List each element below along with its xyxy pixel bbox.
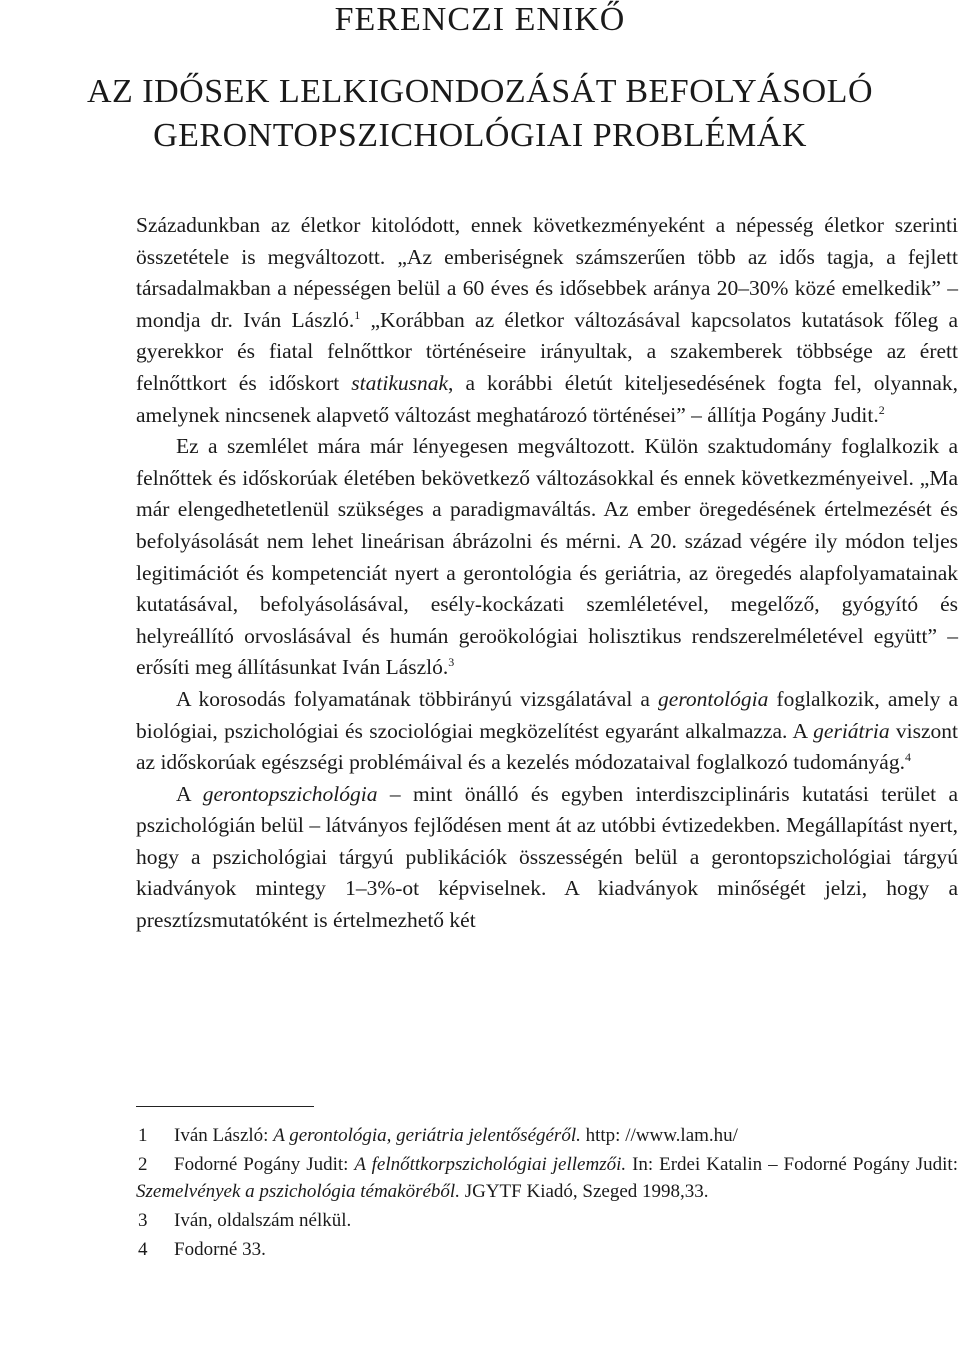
- footnote-ref-1: 1: [354, 307, 361, 322]
- footnote-4: 4 Fodorné 33.: [138, 1239, 266, 1260]
- paragraph-2: Ez a szemlélet mára már lényegesen megváltozott. Külön szaktudomány foglalkozik a felnőttek és időskorúak életében bekövetkező változásokkal és ennek következményeivel. „Ma már elengedhetetlenül szükséges a paradigmaváltás. Az ember öregedésének értelmezését és befolyásolását nem lehet lineárisan ábrázolni és mérni. A 20. század végére ily módon teljes legitimációt és kompetenciát nyert a gerontológia és geriátria, az öregedés alapfolyamatainak kutatásával, befolyásolásával, esély-kockázati szemléletével, megelőző, gyógyító és helyreállító orvoslásával és humán geroökológiai holisztikus rendszerelméletével együtt” – erősíti meg állításunkat Iván László.$^3$: [136, 434, 958, 680]
- footnote-divider: [136, 1106, 314, 1107]
- footnote-ref-4: 4: [904, 749, 911, 764]
- title-line-1: AZ IDŐSEK LELKIGONDOZÁSÁT BEFOLYÁSOLÓ: [86, 73, 874, 110]
- paragraph-3: A korosodás folyamatának többirányú vizsgálatával a gerontológia foglalkozik, amely a biológiai, pszichológiai és szociológiai megközelítést egyaránt alkalmazza. A geriátria viszont az időskorúak egészségi problémáival és a kezelés módozataival foglalkozó tudományág.$^4$: [136, 686, 959, 775]
- paragraph-4: A gerontopszichológia – mint önálló és egyben interdiszciplináris kutatási terület a pszichológián belül – látványos fejlődésen ment át az utóbbi évtizedekben. Megállapítást nyert, hogy a pszichológiai tárgyú publikációk összességén belül a gerontopszichológiai tárgyú kiadványok mintegy 1–3%-ot képviselnek. A kiadványok minőségét jelzi, hogy a presztízsmutatóként is értelmezhető két: [136, 781, 958, 933]
- article-title: [0, 70, 960, 158]
- title-line-2: GERONTOPSZICHOLÓGIAI PROBLÉMÁK: [153, 117, 807, 154]
- article-body: [136, 210, 958, 937]
- footnote-ref-3: 3: [448, 655, 455, 670]
- author-name: FERENCZI ENIKŐ: [334, 1, 626, 38]
- paragraph-1: Századunkban az életkor kitolódott, ennek következményeként a népesség életkor szerinti összetétele is megváltozott. „Az emberiségnek számszerűen több az idős tagja, a fejlett társadalmakban a népességen belül a 60 éves és idősebbek aránya 20–30% közé emelkedik” – mondja dr. Iván László.$^1$ „Korábban az életkor változásával kapcsolatos kutatások főleg a gyerekkor és fiatal felnőttkor történéseire irányultak, a szakemberek többsége az érett felnőttkort és időskort statikusnak, a korábbi életút kiteljesedésének fogta fel, olyannak, amelynek nincsenek alapvető változást meghatározó történései” – állítja Pogány Judit.$^2$: [136, 213, 958, 427]
- footnotes: [136, 1122, 958, 1265]
- footnote-3: 3 Iván, oldalszám nélkül.: [138, 1210, 352, 1231]
- footnote-1: 1 Iván László: A gerontológia, geriátria jelentőségéről. http: //www.lam.hu/: [138, 1125, 738, 1146]
- footnote-ref-2: 2: [878, 402, 885, 417]
- footnote-2: 2 Fodorné Pogány Judit: A felnőttkorpszichológiai jellemzői. In: Erdei Katalin – Fodorné Pogány Judit: Szemelvények a pszichológia témaköréből. JGYTF Kiadó, Szeged 1998,33.: [136, 1154, 958, 1202]
